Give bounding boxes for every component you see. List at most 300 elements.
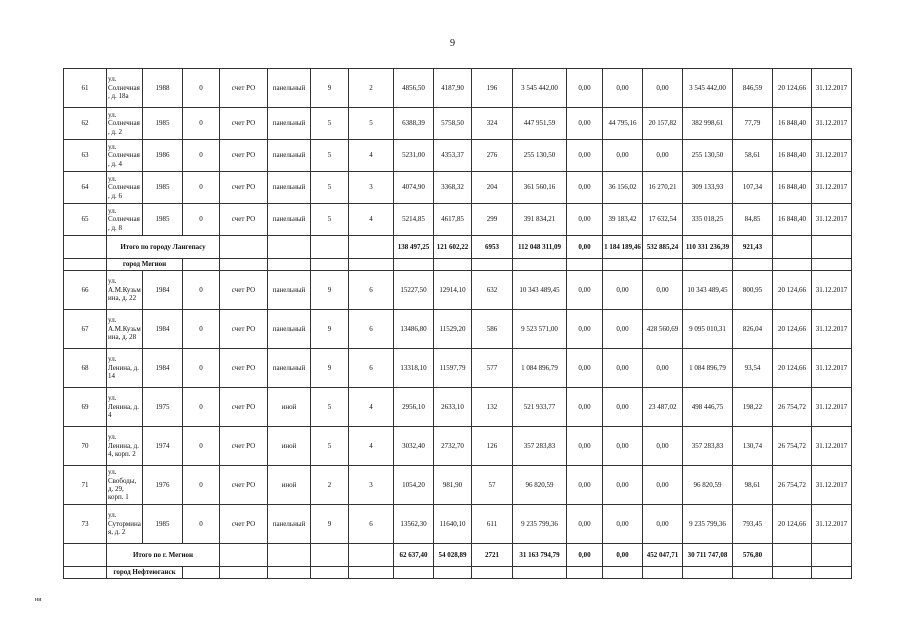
cell-year: 1985 (143, 505, 183, 544)
empty-cell (268, 567, 311, 579)
cell-wall: иной (268, 427, 311, 466)
cell-residents: 132 (472, 388, 513, 427)
cell-limit: 20 124,66 (773, 505, 812, 544)
empty-cell (183, 567, 220, 579)
empty-cell (311, 567, 349, 579)
subtotal-c13: 0,00 (603, 544, 643, 567)
cell-date: 31.12.2017 (812, 427, 852, 466)
empty-cell (773, 544, 812, 567)
cell-year: 1985 (143, 108, 183, 140)
cell-area_living: 3368,32 (434, 172, 472, 204)
housing-register-table (63, 68, 852, 579)
cell-area_living: 4617,85 (434, 204, 472, 236)
empty-cell (349, 259, 394, 271)
subtotal-c12: 0,00 (567, 236, 603, 259)
empty-cell (64, 544, 107, 567)
cell-address: ул. Солнечная, д. 18а (107, 69, 143, 108)
cell-limit: 16 848,40 (773, 172, 812, 204)
cell-area_total: 4074,90 (394, 172, 434, 204)
cell-entrances: 4 (349, 204, 394, 236)
cell-fund: счет РО (220, 172, 268, 204)
cell-wall: панельный (268, 204, 311, 236)
cell-area_living: 981,90 (434, 466, 472, 505)
cell-wall: иной (268, 388, 311, 427)
empty-cell (683, 567, 733, 579)
cell-c13: 0,00 (603, 505, 643, 544)
cell-date: 31.12.2017 (812, 349, 852, 388)
cell-address: ул. А.М.Кузьмина, д. 22 (107, 271, 143, 310)
empty-cell (64, 259, 107, 271)
cell-area_living: 4187,90 (434, 69, 472, 108)
cell-c15: 357 283,83 (683, 427, 733, 466)
cell-cost_total: 96 820,59 (513, 466, 567, 505)
cell-c13: 0,00 (603, 271, 643, 310)
cell-c13: 0,00 (603, 466, 643, 505)
cell-year: 1986 (143, 140, 183, 172)
cell-area_living: 4353,37 (434, 140, 472, 172)
cell-n: 64 (64, 172, 107, 204)
cell-c12: 0,00 (567, 349, 603, 388)
cell-c15: 309 133,93 (683, 172, 733, 204)
empty-cell (513, 259, 567, 271)
empty-cell (311, 259, 349, 271)
cell-floors: 5 (311, 388, 349, 427)
cell-fund: счет РО (220, 271, 268, 310)
cell-cost_total: 9 523 571,00 (513, 310, 567, 349)
cell-date: 31.12.2017 (812, 310, 852, 349)
cell-area_living: 2633,10 (434, 388, 472, 427)
cell-address: ул. Ленина, д. 4, корп. 2 (107, 427, 143, 466)
empty-cell (733, 259, 773, 271)
cell-cost_total: 361 560,16 (513, 172, 567, 204)
table-row (64, 69, 852, 108)
empty-cell (812, 544, 852, 567)
cell-area_total: 3032,40 (394, 427, 434, 466)
cell-floors: 5 (311, 204, 349, 236)
cell-wall: панельный (268, 108, 311, 140)
cell-floors: 5 (311, 108, 349, 140)
cell-c3: 0 (183, 69, 220, 108)
cell-unit_cost: 84,85 (733, 204, 773, 236)
cell-c3: 0 (183, 466, 220, 505)
empty-cell (472, 259, 513, 271)
cell-fund: счет РО (220, 69, 268, 108)
table-row (64, 505, 852, 544)
cell-unit_cost: 58,61 (733, 140, 773, 172)
cell-entrances: 2 (349, 69, 394, 108)
cell-limit: 16 848,40 (773, 140, 812, 172)
cell-year: 1984 (143, 271, 183, 310)
cell-area_total: 13562,30 (394, 505, 434, 544)
subtotal-residents: 2721 (472, 544, 513, 567)
subtotal-area_total: 138 497,25 (394, 236, 434, 259)
cell-c13: 36 156,02 (603, 172, 643, 204)
cell-wall: панельный (268, 69, 311, 108)
cell-date: 31.12.2017 (812, 172, 852, 204)
subtotal-c13: 1 184 189,46 (603, 236, 643, 259)
cell-cost_total: 10 343 489,45 (513, 271, 567, 310)
empty-cell (472, 567, 513, 579)
cell-area_total: 6388,39 (394, 108, 434, 140)
cell-fund: счет РО (220, 466, 268, 505)
cell-unit_cost: 826,04 (733, 310, 773, 349)
cell-c14: 0,00 (643, 140, 683, 172)
cell-n: 67 (64, 310, 107, 349)
cell-area_total: 13486,80 (394, 310, 434, 349)
empty-cell (268, 544, 311, 567)
cell-residents: 299 (472, 204, 513, 236)
table-row (64, 466, 852, 505)
cell-area_living: 5758,50 (434, 108, 472, 140)
cell-year: 1988 (143, 69, 183, 108)
cell-c12: 0,00 (567, 310, 603, 349)
cell-n: 73 (64, 505, 107, 544)
cell-floors: 5 (311, 427, 349, 466)
empty-cell (643, 567, 683, 579)
cell-year: 1974 (143, 427, 183, 466)
cell-date: 31.12.2017 (812, 69, 852, 108)
cell-year: 1976 (143, 466, 183, 505)
cell-cost_total: 3 545 442,00 (513, 69, 567, 108)
cell-n: 69 (64, 388, 107, 427)
cell-c12: 0,00 (567, 505, 603, 544)
cell-fund: счет РО (220, 427, 268, 466)
subtotal-unit_cost: 576,80 (733, 544, 773, 567)
cell-date: 31.12.2017 (812, 388, 852, 427)
cell-area_living: 11529,20 (434, 310, 472, 349)
table-row (64, 271, 852, 310)
empty-cell (733, 567, 773, 579)
cell-c15: 10 343 489,45 (683, 271, 733, 310)
cell-c3: 0 (183, 427, 220, 466)
cell-floors: 5 (311, 172, 349, 204)
table-row (64, 140, 852, 172)
subtotal-row (64, 544, 852, 567)
cell-limit: 16 848,40 (773, 108, 812, 140)
table-row (64, 204, 852, 236)
cell-c15: 3 545 442,00 (683, 69, 733, 108)
cell-c12: 0,00 (567, 204, 603, 236)
cell-entrances: 6 (349, 310, 394, 349)
cell-residents: 126 (472, 427, 513, 466)
cell-unit_cost: 130,74 (733, 427, 773, 466)
subtotal-c14: 452 047,71 (643, 544, 683, 567)
cell-fund: счет РО (220, 204, 268, 236)
empty-cell (434, 567, 472, 579)
cell-cost_total: 447 951,59 (513, 108, 567, 140)
cell-c14: 16 270,21 (643, 172, 683, 204)
page-number: 9 (450, 38, 455, 49)
cell-address: ул. Свободы, д. 29, корп. 1 (107, 466, 143, 505)
cell-c13: 0,00 (603, 310, 643, 349)
cell-date: 31.12.2017 (812, 466, 852, 505)
cell-address: ул. Солнечная, д. 4 (107, 140, 143, 172)
cell-c3: 0 (183, 204, 220, 236)
empty-cell (567, 259, 603, 271)
cell-area_total: 5214,85 (394, 204, 434, 236)
cell-c15: 1 084 896,79 (683, 349, 733, 388)
cell-c14: 0,00 (643, 69, 683, 108)
cell-c15: 498 446,75 (683, 388, 733, 427)
cell-n: 65 (64, 204, 107, 236)
cell-area_living: 11597,79 (434, 349, 472, 388)
cell-limit: 20 124,66 (773, 310, 812, 349)
cell-c15: 382 998,61 (683, 108, 733, 140)
cell-residents: 577 (472, 349, 513, 388)
subtotal-unit_cost: 921,43 (733, 236, 773, 259)
cell-c14: 0,00 (643, 271, 683, 310)
cell-residents: 324 (472, 108, 513, 140)
cell-date: 31.12.2017 (812, 271, 852, 310)
table-row (64, 172, 852, 204)
table-row (64, 108, 852, 140)
cell-wall: панельный (268, 349, 311, 388)
cell-unit_cost: 77,79 (733, 108, 773, 140)
cell-entrances: 4 (349, 388, 394, 427)
cell-c14: 20 157,82 (643, 108, 683, 140)
empty-cell (183, 259, 220, 271)
empty-cell (220, 236, 268, 259)
empty-cell (567, 567, 603, 579)
cell-unit_cost: 846,59 (733, 69, 773, 108)
cell-c13: 0,00 (603, 140, 643, 172)
empty-cell (220, 567, 268, 579)
subtotal-c12: 0,00 (567, 544, 603, 567)
cell-c12: 0,00 (567, 108, 603, 140)
cell-entrances: 5 (349, 108, 394, 140)
cell-cost_total: 391 834,21 (513, 204, 567, 236)
cell-n: 66 (64, 271, 107, 310)
cell-c3: 0 (183, 505, 220, 544)
empty-cell (349, 567, 394, 579)
cell-n: 68 (64, 349, 107, 388)
subtotal-c15: 110 331 236,39 (683, 236, 733, 259)
cell-area_total: 5231,00 (394, 140, 434, 172)
empty-cell (394, 259, 434, 271)
table-row (64, 388, 852, 427)
cell-unit_cost: 93,54 (733, 349, 773, 388)
cell-floors: 9 (311, 505, 349, 544)
cell-floors: 5 (311, 140, 349, 172)
cell-residents: 276 (472, 140, 513, 172)
empty-cell (812, 567, 852, 579)
cell-n: 70 (64, 427, 107, 466)
cell-entrances: 6 (349, 349, 394, 388)
cell-floors: 9 (311, 349, 349, 388)
empty-cell (268, 236, 311, 259)
cell-entrances: 4 (349, 427, 394, 466)
cell-cost_total: 255 130,50 (513, 140, 567, 172)
cell-c14: 17 632,54 (643, 204, 683, 236)
cell-c14: 23 487,02 (643, 388, 683, 427)
cell-c13: 0,00 (603, 349, 643, 388)
cell-c15: 9 095 010,31 (683, 310, 733, 349)
table-row (64, 427, 852, 466)
empty-cell (683, 259, 733, 271)
subtotal-area_living: 121 602,22 (434, 236, 472, 259)
cell-n: 71 (64, 466, 107, 505)
empty-cell (603, 259, 643, 271)
cell-date: 31.12.2017 (812, 204, 852, 236)
cell-wall: панельный (268, 310, 311, 349)
cell-area_living: 2732,70 (434, 427, 472, 466)
cell-c3: 0 (183, 388, 220, 427)
cell-area_total: 13318,10 (394, 349, 434, 388)
cell-area_total: 1054,20 (394, 466, 434, 505)
cell-limit: 16 848,40 (773, 204, 812, 236)
cell-c13: 0,00 (603, 69, 643, 108)
cell-date: 31.12.2017 (812, 505, 852, 544)
cell-floors: 9 (311, 69, 349, 108)
cell-wall: иной (268, 466, 311, 505)
city-name: город Нефтеюганск (107, 567, 183, 579)
cell-c3: 0 (183, 172, 220, 204)
cell-cost_total: 357 283,83 (513, 427, 567, 466)
table-row (64, 310, 852, 349)
cell-fund: счет РО (220, 388, 268, 427)
cell-limit: 26 754,72 (773, 388, 812, 427)
cell-area_total: 15227,50 (394, 271, 434, 310)
subtotal-c15: 30 711 747,08 (683, 544, 733, 567)
cell-unit_cost: 198,22 (733, 388, 773, 427)
empty-cell (220, 544, 268, 567)
subtotal-residents: 6953 (472, 236, 513, 259)
cell-fund: счет РО (220, 310, 268, 349)
cell-c14: 0,00 (643, 349, 683, 388)
cell-c12: 0,00 (567, 271, 603, 310)
cell-fund: счет РО (220, 349, 268, 388)
cell-entrances: 3 (349, 466, 394, 505)
cell-address: ул. Ленина, д. 4 (107, 388, 143, 427)
cell-address: ул. Ленина, д. 14 (107, 349, 143, 388)
cell-c15: 335 018,25 (683, 204, 733, 236)
cell-c14: 0,00 (643, 505, 683, 544)
cell-c15: 255 130,50 (683, 140, 733, 172)
cell-address: ул. Солнечная, д. 2 (107, 108, 143, 140)
cell-date: 31.12.2017 (812, 108, 852, 140)
empty-cell (812, 259, 852, 271)
empty-cell (643, 259, 683, 271)
table-row (64, 349, 852, 388)
cell-wall: панельный (268, 140, 311, 172)
cell-c12: 0,00 (567, 427, 603, 466)
cell-c13: 0,00 (603, 427, 643, 466)
cell-c12: 0,00 (567, 466, 603, 505)
cell-floors: 9 (311, 271, 349, 310)
cell-year: 1985 (143, 172, 183, 204)
cell-year: 1984 (143, 310, 183, 349)
cell-c14: 428 560,69 (643, 310, 683, 349)
cell-c13: 44 795,16 (603, 108, 643, 140)
cell-residents: 632 (472, 271, 513, 310)
cell-residents: 586 (472, 310, 513, 349)
cell-fund: счет РО (220, 505, 268, 544)
city-name: город Мегион (107, 259, 183, 271)
cell-limit: 20 124,66 (773, 271, 812, 310)
cell-cost_total: 9 235 799,36 (513, 505, 567, 544)
cell-year: 1984 (143, 349, 183, 388)
cell-c12: 0,00 (567, 140, 603, 172)
cell-c3: 0 (183, 349, 220, 388)
subtotal-cost_total: 31 163 794,79 (513, 544, 567, 567)
empty-cell (64, 236, 107, 259)
cell-c14: 0,00 (643, 427, 683, 466)
subtotal-area_living: 54 028,89 (434, 544, 472, 567)
cell-entrances: 3 (349, 172, 394, 204)
cell-date: 31.12.2017 (812, 140, 852, 172)
empty-cell (349, 236, 394, 259)
cell-n: 63 (64, 140, 107, 172)
empty-cell (349, 544, 394, 567)
cell-wall: панельный (268, 505, 311, 544)
cell-n: 61 (64, 69, 107, 108)
cell-fund: счет РО (220, 140, 268, 172)
cell-limit: 26 754,72 (773, 466, 812, 505)
empty-cell (64, 567, 107, 579)
cell-year: 1975 (143, 388, 183, 427)
cell-entrances: 6 (349, 505, 394, 544)
cell-unit_cost: 107,34 (733, 172, 773, 204)
cell-c3: 0 (183, 108, 220, 140)
empty-cell (311, 544, 349, 567)
cell-entrances: 4 (349, 140, 394, 172)
cell-limit: 26 754,72 (773, 427, 812, 466)
cell-cost_total: 1 084 896,79 (513, 349, 567, 388)
cell-area_total: 4856,50 (394, 69, 434, 108)
cell-c13: 0,00 (603, 388, 643, 427)
cell-unit_cost: 793,45 (733, 505, 773, 544)
cell-residents: 204 (472, 172, 513, 204)
cell-wall: панельный (268, 172, 311, 204)
cell-c12: 0,00 (567, 69, 603, 108)
empty-cell (513, 567, 567, 579)
cell-residents: 196 (472, 69, 513, 108)
cell-c3: 0 (183, 310, 220, 349)
cell-year: 1985 (143, 204, 183, 236)
cell-area_total: 2956,10 (394, 388, 434, 427)
empty-cell (773, 567, 812, 579)
empty-cell (773, 259, 812, 271)
cell-residents: 57 (472, 466, 513, 505)
cell-unit_cost: 98,61 (733, 466, 773, 505)
empty-cell (603, 567, 643, 579)
cell-address: ул. А.М.Кузьмина, д. 28 (107, 310, 143, 349)
cell-fund: счет РО (220, 108, 268, 140)
cell-cost_total: 521 933,77 (513, 388, 567, 427)
cell-address: ул. Солнечная, д. 8 (107, 204, 143, 236)
cell-unit_cost: 800,95 (733, 271, 773, 310)
subtotal-cost_total: 112 048 311,09 (513, 236, 567, 259)
cell-address: ул. Суторминая, д. 2 (107, 505, 143, 544)
subtotal-area_total: 62 637,40 (394, 544, 434, 567)
city-header-row (64, 567, 852, 579)
empty-cell (268, 259, 311, 271)
cell-floors: 2 (311, 466, 349, 505)
empty-cell (434, 259, 472, 271)
subtotal-row (64, 236, 852, 259)
empty-cell (394, 567, 434, 579)
subtotal-c14: 532 885,24 (643, 236, 683, 259)
cell-floors: 9 (311, 310, 349, 349)
footer-mark: ни (35, 597, 42, 603)
cell-area_living: 11640,10 (434, 505, 472, 544)
subtotal-label: Итого по городу Лангепасу (107, 236, 220, 259)
empty-cell (311, 236, 349, 259)
empty-cell (773, 236, 812, 259)
empty-cell (812, 236, 852, 259)
empty-cell (220, 259, 268, 271)
cell-limit: 20 124,66 (773, 69, 812, 108)
